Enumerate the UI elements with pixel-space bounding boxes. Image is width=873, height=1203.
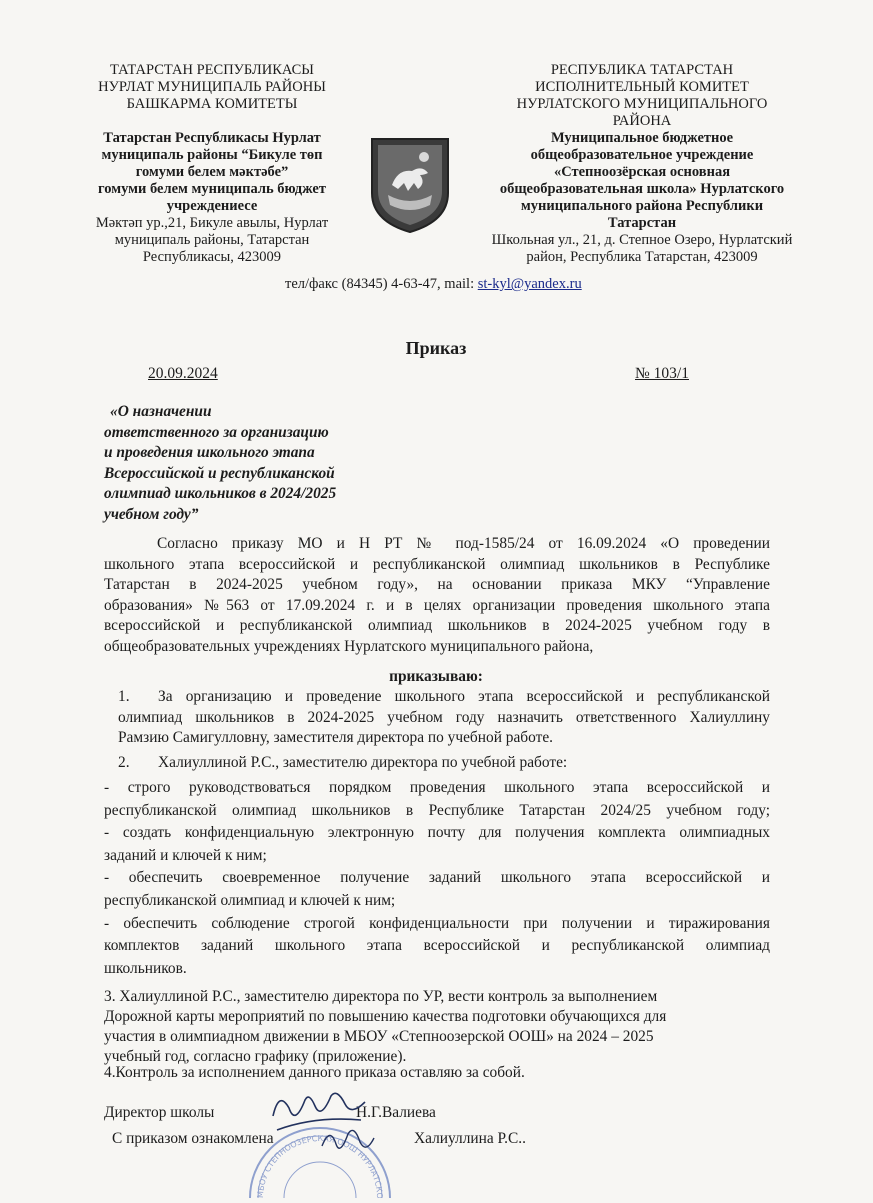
item-1 [118, 687, 770, 749]
ack-name: Халиуллина Р.С.. [414, 1130, 526, 1147]
contact-email-link[interactable]: st-kyl@yandex.ru [477, 276, 582, 292]
subject-line-5: олимпиад школьников в 2024/2025 [104, 485, 337, 502]
header-left-org-1: Татарстан Республикасы Нурлат [103, 130, 321, 146]
intro-line-6: общеобразовательных учреждениях Нурлатского муниципального района, [104, 637, 594, 655]
ack-signature [318, 1120, 378, 1160]
header-left-org-5: учреждениесе [166, 198, 258, 214]
header-right-title-3: НУРЛАТСКОГО МУНИЦИПАЛЬНОГО [516, 96, 768, 112]
item-2-head: Халиуллиной Р.С., заместителю директора по учебной работе: [158, 754, 568, 771]
ack-label: С приказом ознакомлена [112, 1130, 274, 1147]
intro-line-3: Татарстан в 2024-2025 учебном году», на основании приказа МКУ “Управление [104, 576, 770, 593]
doc-title: Приказ [405, 338, 467, 358]
item-2 [118, 753, 770, 774]
header-left-address-1: Мәктәп ур.,21, Бикуле авылы, Нурлат [95, 215, 329, 231]
header-right-org-4: общеобразовательная школа» Нурлатского [499, 181, 785, 197]
header-left-address-2: муниципаль районы, Татарстан [114, 232, 310, 248]
subject-line-4: Всероссийской и республиканской [104, 464, 335, 482]
header-left-address-3: Республикасы, 423009 [142, 249, 282, 265]
item-2-line-5: - обеспечить своевременное получение заданий школьного этапа всероссийской и [104, 869, 770, 887]
item-1-line-1: За организацию и проведение школьного этапа всероссийской и республиканской [158, 688, 770, 705]
item-2-line-7: - обеспечить соблюдение строгой конфиденциальности при получении и тиражирования [104, 914, 770, 932]
item-2-line-4: заданий и ключей к ним; [104, 846, 267, 864]
item-3-line-4: учебный год, согласно графику (приложение). [104, 1048, 407, 1065]
contact-line [285, 276, 705, 293]
item-3-line-2: Дорожной карты мероприятий по повышению качества подготовки обучающихся для [104, 1008, 667, 1025]
item-3-line-3: участия в олимпиадном движении в МБОУ «Степноозерской ООШ» на 2024 – 2025 [104, 1028, 654, 1045]
header-right-org-6: Татарстан [607, 215, 677, 231]
header-right-address-1: Школьная ул., 21, д. Степное Озеро, Нурлатский [491, 232, 793, 248]
signature-icon [318, 1120, 378, 1160]
header-left-org-2: муниципаль районы “Бикуле төп [101, 147, 323, 163]
item-4: 4.Контроль за исполнением данного приказа оставляю за собой. [104, 1064, 525, 1081]
header-left-title-2: НУРЛАТ МУНИЦИПАЛЬ РАЙОНЫ [98, 79, 326, 95]
item-2-line-3: - создать конфиденциальную электронную почту для получения комплекта олимпиадных [104, 824, 770, 842]
intro-line-1: Согласно приказу МО и Н РТ № под-1585/24 от 16.09.2024 «О проведении [157, 535, 770, 552]
item-1-line-2: олимпиад школьников в 2024-2025 учебном году назначить ответственного Халиуллину [118, 708, 770, 726]
subject-line-2: ответственного за организацию [104, 423, 329, 441]
header-right-title-1: РЕСПУБЛИКА ТАТАРСТАН [550, 62, 734, 78]
subject-line-6: учебном году” [104, 505, 199, 523]
intro-line-2: школьного этапа всероссийской и республиканской олимпиад школьников в Республике [104, 555, 770, 573]
header-left-org-3: гомуми белем мәктәбе” [135, 164, 289, 180]
director-name: Н.Г.Валиева [356, 1104, 436, 1121]
header-right-org-1: Муниципальное бюджетное [550, 130, 734, 146]
item-2-line-2: республиканской олимпиад школьников в Республике Татарстан 2024/25 учебном году; [104, 801, 770, 819]
item-1-line-3: Рамзию Самигулловну, заместителя директора по учебной работе. [118, 729, 554, 746]
coat-of-arms-emblem [368, 135, 452, 235]
intro-paragraph [104, 534, 770, 657]
header-left-title-3: БАШКАРМА КОМИТЕТЫ [126, 96, 298, 112]
stamp-arc-text: МБОУ СТЕПНООЗЕРСКАЯ ООШ НУРЛАТСКО [255, 1133, 385, 1198]
item-2-line-1: - строго руководствоваться порядком проведения школьного этапа всероссийской и [104, 779, 770, 796]
item-2-number: 2. [118, 754, 130, 771]
item-3-line-1: 3. Халиуллиной Р.С., заместителю директора по УР, вести контроль за выполнением [104, 988, 658, 1005]
contact-phone: тел/факс (84345) 4-63-47, mail: [285, 276, 478, 292]
header-right-org-5: муниципального района Республики [520, 198, 764, 214]
doc-number: № 103/1 [635, 365, 689, 382]
doc-subject [104, 402, 404, 525]
item-1-number: 1. [118, 688, 130, 705]
header-right-title-4: РАЙОНА [612, 113, 672, 129]
header-right-title-2: ИСПОЛНИТЕЛЬНЫЙ КОМИТЕТ [535, 79, 749, 95]
header-left [62, 62, 362, 266]
intro-line-4: образования» №563 от 17.09.2024 г. и в целях организации проведения школьного этапа [104, 596, 770, 614]
header-right-address-2: район, Республика Татарстан, 423009 [526, 249, 758, 265]
header-right-org-3: «Степноозёрская основная [553, 164, 731, 180]
subject-line-3: и проведения школьного этапа [104, 444, 315, 461]
header-right [462, 62, 822, 266]
item-2-list [104, 777, 770, 980]
header-left-org-4: гомуми белем муниципаль бюджет [98, 181, 326, 197]
header-left-title-1: ТАТАРСТАН РЕСПУБЛИКАСЫ [110, 62, 314, 78]
item-2-line-6: республиканской олимпиад и ключей к ним; [104, 891, 396, 909]
coat-of-arms-icon [368, 135, 452, 235]
doc-date: 20.09.2024 [148, 365, 218, 382]
item-2-line-8: комплектов заданий школьного этапа всероссийской и республиканской олимпиад [104, 937, 770, 955]
order-word: приказываю: [389, 668, 483, 685]
intro-line-5: всероссийской и республиканской олимпиад школьников в 2024-2025 учебном году в [104, 617, 770, 634]
director-label: Директор школы [104, 1104, 215, 1121]
item-2-line-9: школьников. [104, 959, 187, 977]
item-3 [104, 987, 770, 1067]
subject-line-1: «О назначении [110, 403, 212, 420]
header-right-org-2: общеобразовательное учреждение [530, 147, 754, 163]
